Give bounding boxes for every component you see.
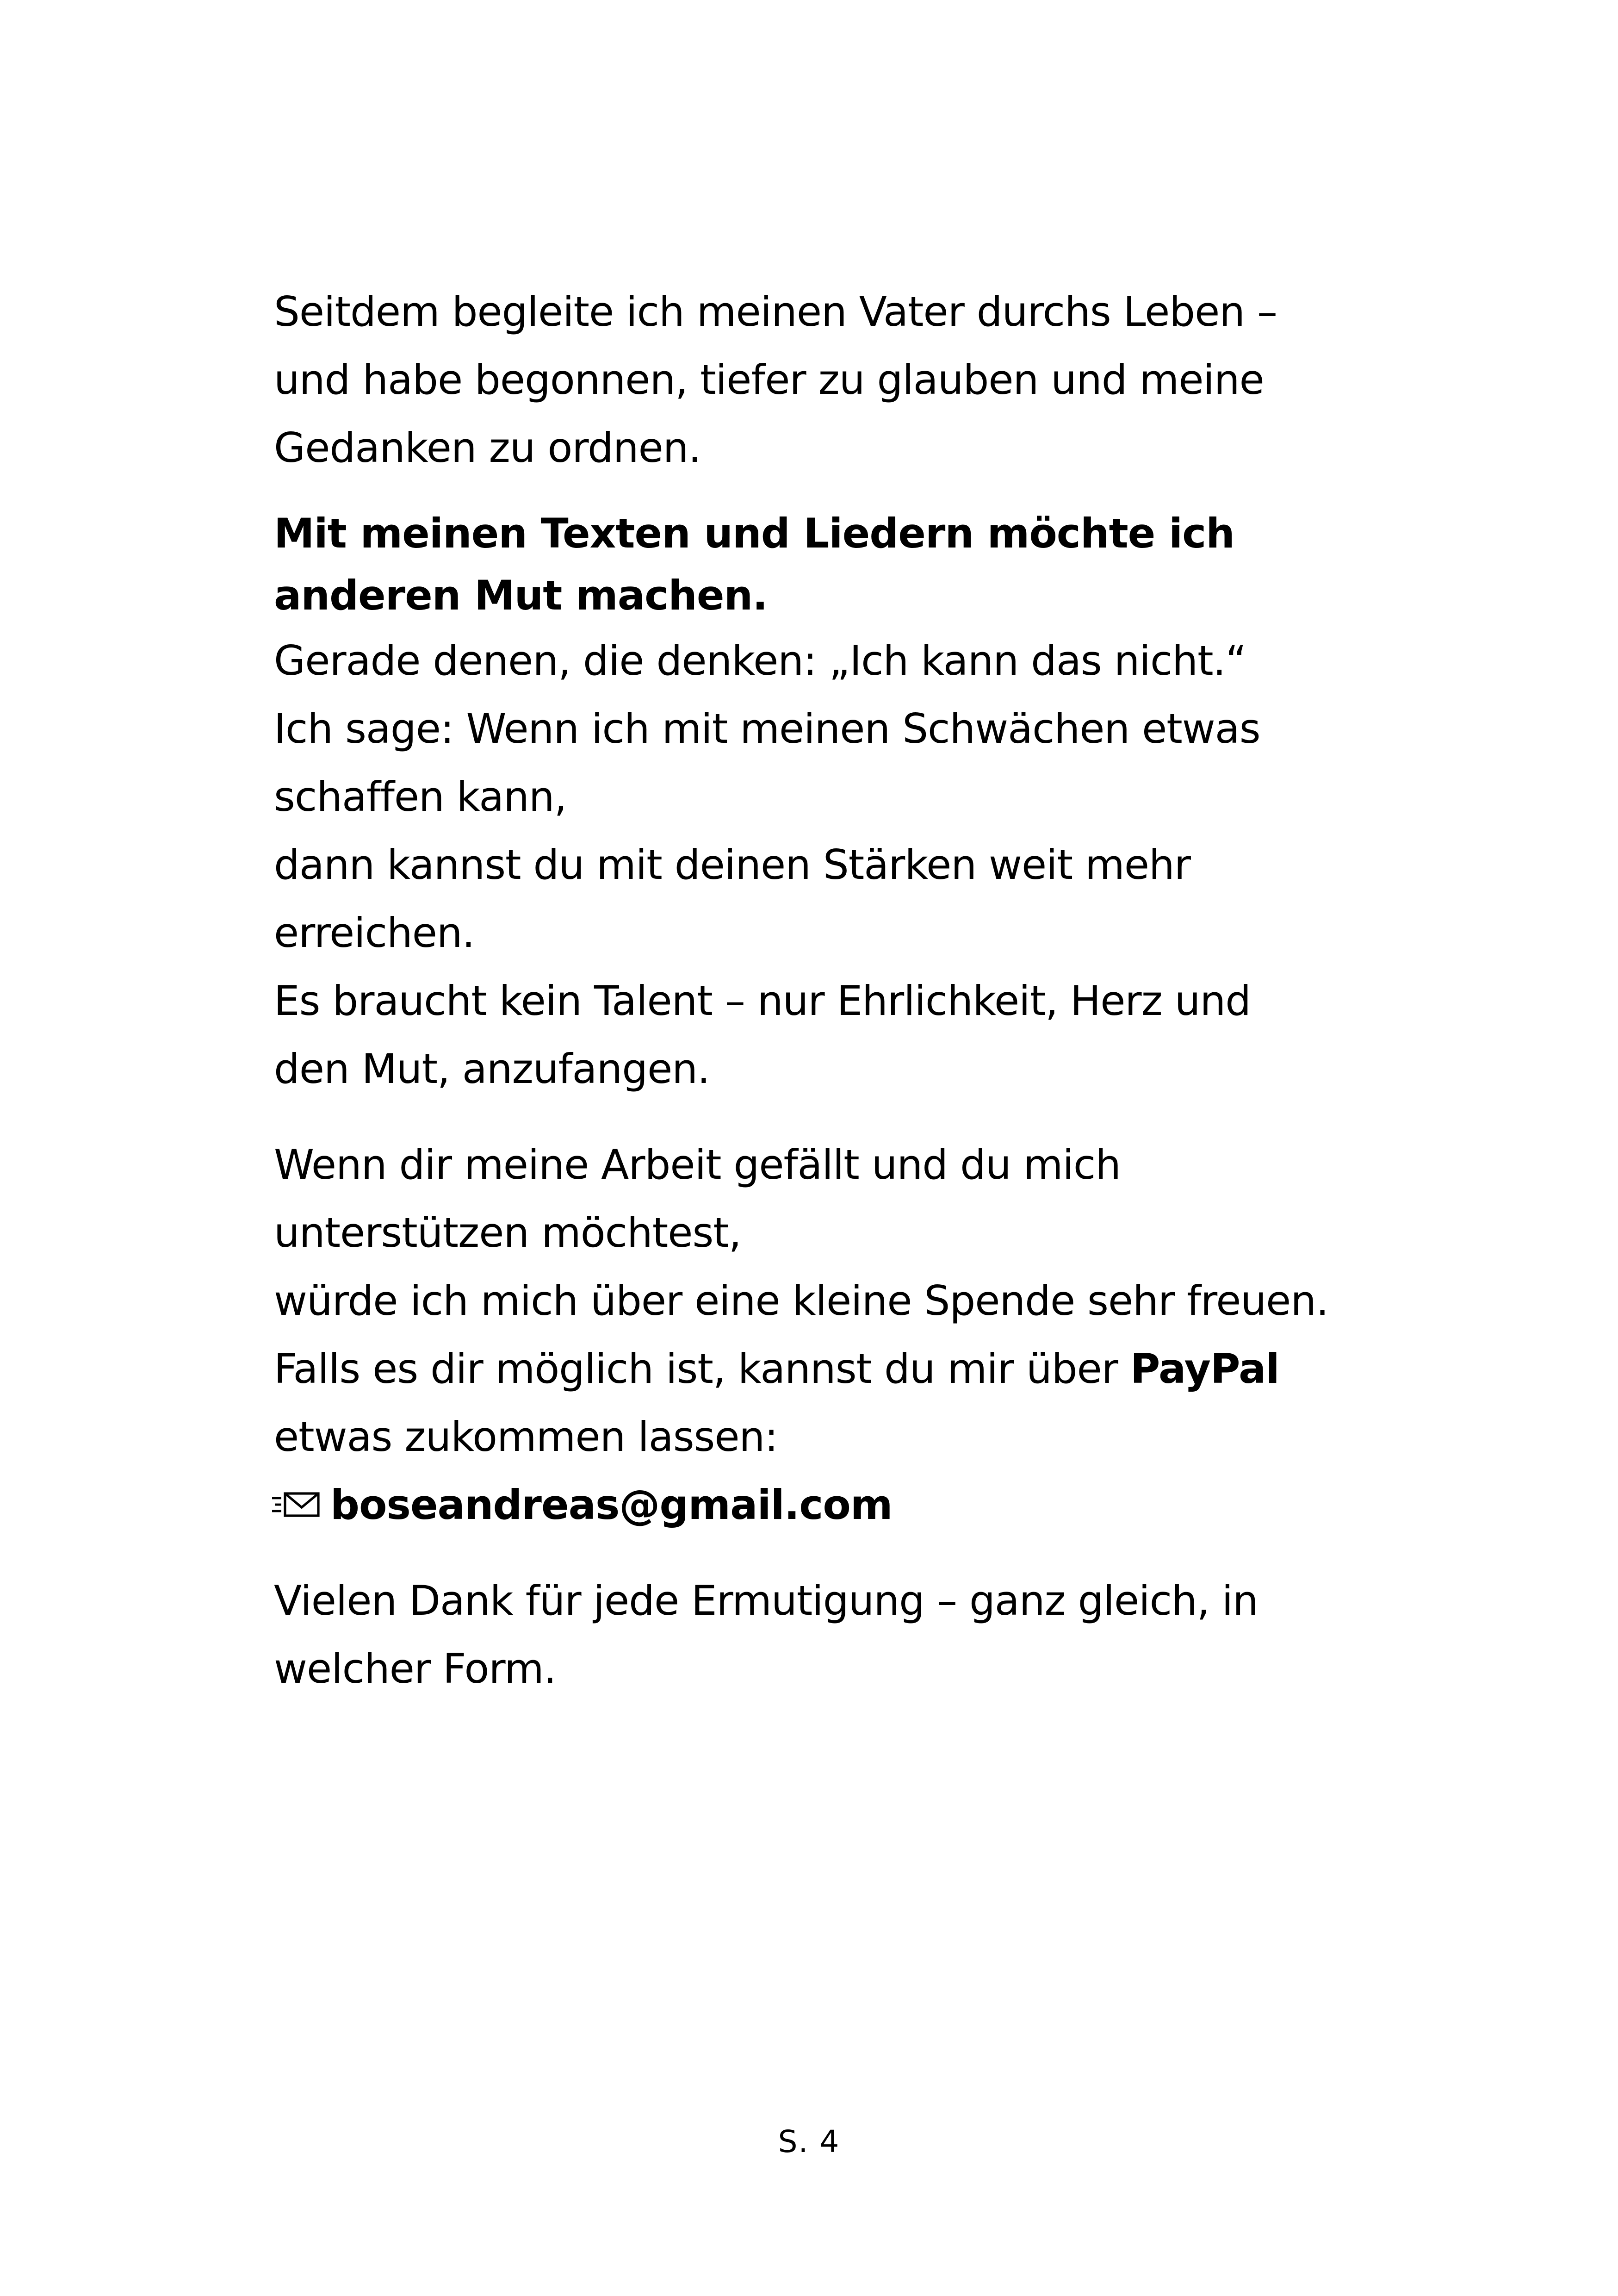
text-line: Seitdem begleite ich meinen Vater durchs Leben – [274,288,1277,336]
paragraph-spacer [274,1539,1384,1567]
email-address[interactable]: boseandreas@gmail.com [330,1481,893,1529]
text-line: unterstützen möchtest, [274,1209,741,1257]
text-line: und habe begonnen, tiefer zu glauben und meine [274,356,1264,404]
paragraph-spacer [274,1103,1384,1131]
paragraph-donation [274,1131,1384,1539]
email-send-icon [270,1489,322,1521]
text-line: den Mut, anzufangen. [274,1045,710,1093]
page-body [274,278,1384,1703]
text-line: erreichen. [274,909,475,957]
text-line: würde ich mich über eine kleine Spende sehr freuen. [274,1277,1329,1325]
text-line: dann kannst du mit deinen Stärken weit mehr [274,841,1190,889]
text-line: Es braucht kein Talent – nur Ehrlichkeit, Herz und [274,977,1251,1025]
paragraph-mission-heading [274,503,1384,627]
page-number: S. 4 [778,2124,840,2159]
text-line: schaffen kann, [274,773,567,821]
paypal-line [274,1335,1384,1403]
email-row [274,1471,1384,1539]
bold-text-line: anderen Mut machen. [274,572,768,619]
paragraph-intro [274,278,1384,482]
text-line: Gedanken zu ordnen. [274,424,701,472]
text-line: Vielen Dank für jede Ermutigung – ganz gleich, in [274,1577,1258,1624]
text-line: Wenn dir meine Arbeit gefällt und du mich [274,1141,1121,1188]
text-line: Ich sage: Wenn ich mit meinen Schwächen etwas [274,705,1260,753]
text-line: Gerade denen, die denken: „Ich kann das nicht.“ [274,637,1246,684]
bold-text-line: Mit meinen Texten und Liedern möchte ich [274,510,1234,557]
paypal-label: PayPal [1130,1345,1279,1393]
text-line: etwas zukommen lassen: [274,1413,778,1461]
paypal-prefix-text: Falls es dir möglich ist, kannst du mir über [274,1345,1130,1393]
paragraph-encouragement [274,627,1384,1103]
text-line: welcher Form. [274,1645,556,1692]
paragraph-spacer [274,482,1384,503]
paragraph-thanks [274,1567,1384,1703]
